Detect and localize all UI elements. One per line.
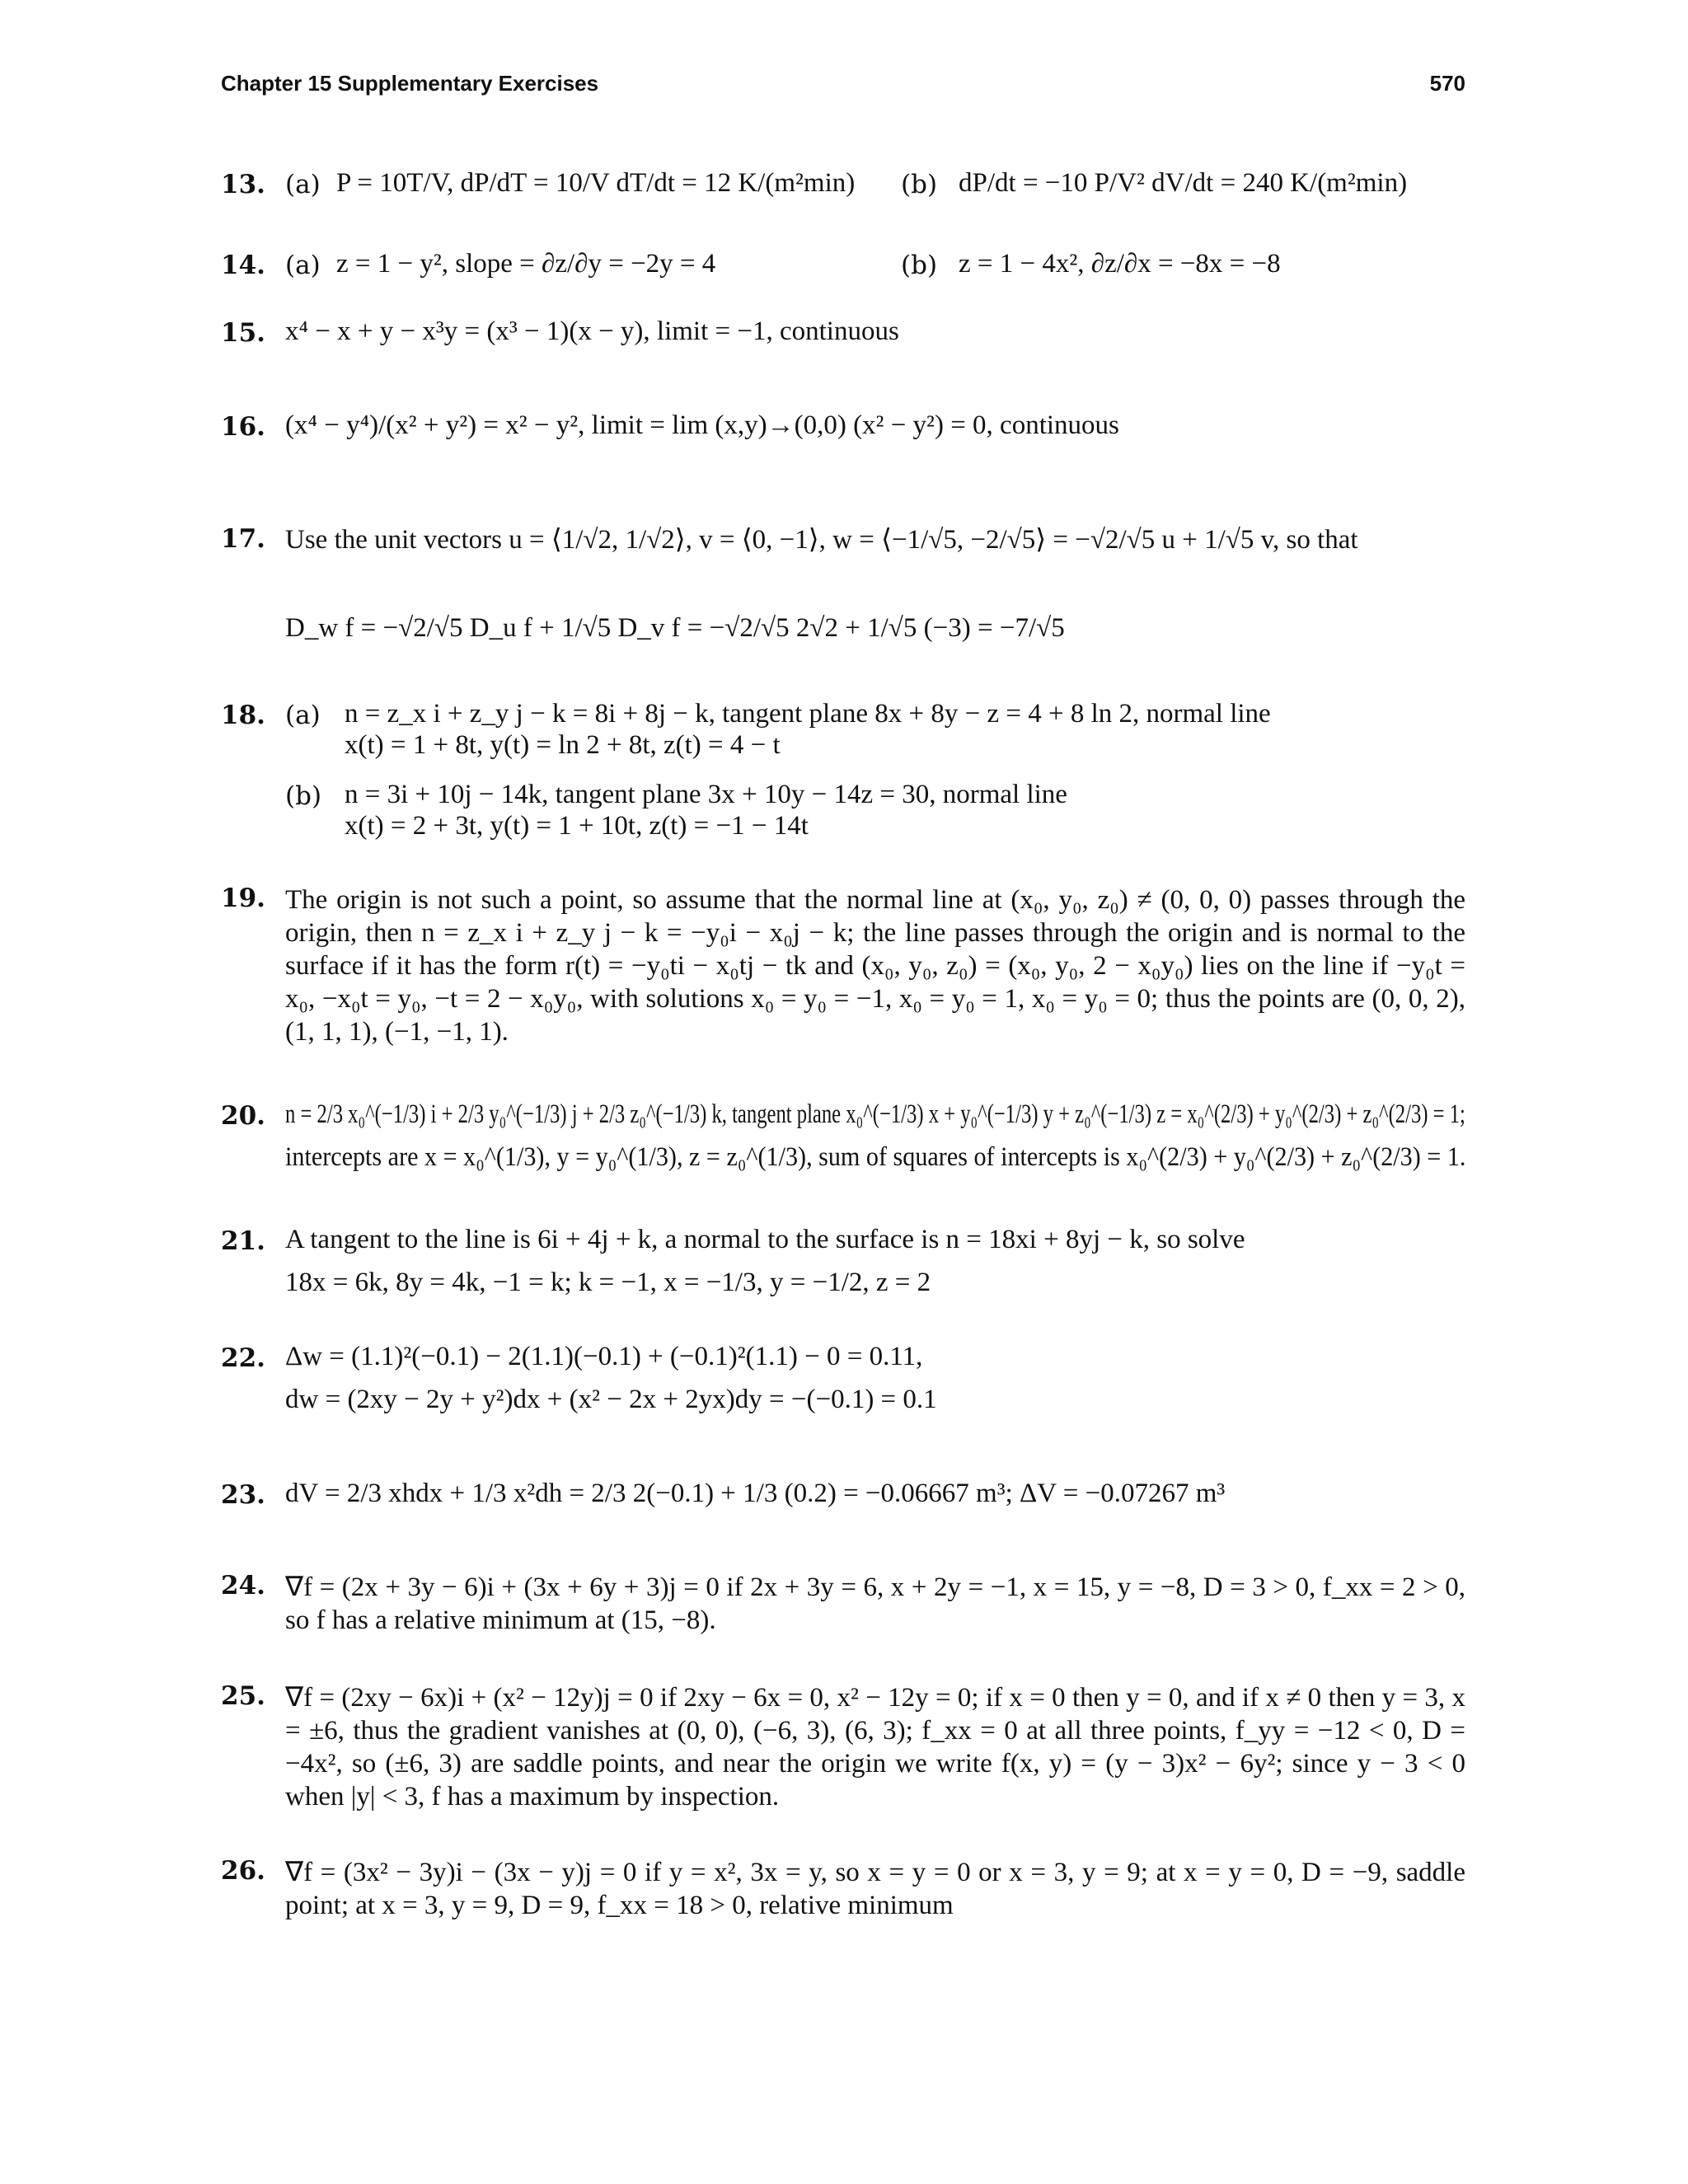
exercise-20 [221,1101,1465,1192]
exercise-number: 25. [221,1681,265,1711]
exercise-21-line-2: 18x = 6k, 8y = 4k, −1 = k; k = −1, x = −1/3, y = −1/2, z = 2 [285,1268,931,1297]
exercise-number: 19. [221,883,265,913]
part-label-b: (b) [285,781,322,811]
exercise-14b-text: z = 1 − 4x², ∂z/∂x = −8x = −8 [959,249,1281,279]
part-label-a: (a) [285,170,321,199]
exercise-26 [221,1856,1465,1930]
exercise-19 [221,883,1465,1057]
part-label-a: (a) [285,251,321,280]
exercise-21-line-1: A tangent to the line is 6i + 4j + k, a normal to the surface is n = 18xi + 8yj − k, so solve [285,1225,1245,1254]
exercise-18 [221,701,1465,849]
exercise-13 [221,155,1465,213]
exercise-number: 26. [221,1856,265,1886]
exercise-24 [221,1571,1465,1645]
exercise-20-line-2: intercepts are x = x₀^(1/3), y = y₀^(1/3), z = z₀^(1/3), sum of squares of intercepts is x₀^(2/3) + y₀^(2/3) + z₀^(2/3) = 1. [285,1142,1466,1172]
exercise-18b-line-2: x(t) = 2 + 3t, y(t) = 1 + 10t, z(t) = −1 − 14t [345,811,809,841]
exercise-21 [221,1226,1465,1317]
exercise-16-text: (x⁴ − y⁴)/(x² + y²) = x² − y², limit = lim (x,y)→(0,0) (x² − y²) = 0, continuous [285,410,1119,440]
exercise-number: 15. [221,318,265,348]
chapter-title: Chapter 15 Supplementary Exercises [221,71,599,96]
exercise-14 [221,239,1465,297]
exercise-22 [221,1343,1465,1434]
exercise-number: 22. [221,1343,265,1373]
exercise-16 [221,412,1465,448]
exercise-number: 13. [221,170,265,199]
exercise-18b-line-1: n = 3i + 10j − 14k, tangent plane 3x + 10y − 14z = 30, normal line [345,780,1067,809]
exercise-number: 16. [221,412,265,442]
part-label-b: (b) [901,251,938,280]
exercise-23 [221,1480,1465,1521]
exercise-number: 23. [221,1480,265,1510]
exercise-17-line-1: Use the unit vectors u = ⟨1/√2, 1/√2⟩, v = ⟨0, −1⟩, w = ⟨−1/√5, −2/√5⟩ = −√2/√5 u + 1/√5 v, so that [285,525,1358,555]
exercise-17-line-2: D_w f = −√2/√5 D_u f + 1/√5 D_v f = −√2/√5 2√2 + 1/√5 (−3) = −7/√5 [285,613,1065,643]
exercise-22-line-2: dw = (2xy − 2y + y²)dx + (x² − 2x + 2yx)dy = −(−0.1) = 0.1 [285,1385,937,1414]
page-number: 570 [1429,71,1465,96]
exercise-number: 21. [221,1226,265,1256]
exercise-number: 14. [221,251,265,280]
exercise-24-text: ∇f = (2x + 3y − 6)i + (3x + 6y + 3)j = 0 if 2x + 3y = 6, x + 2y = −1, x = 15, y = −8, D = 3 > 0, f_xx = 2 > 0, so f has a relative minimum at (15, −8). [285,1572,1465,1635]
exercise-22-line-1: Δw = (1.1)²(−0.1) − 2(1.1)(−0.1) + (−0.1)²(1.1) − 0 = 0.11, [285,1342,923,1371]
exercise-13a-text: P = 10T/V, dP/dT = 10/V dT/dt = 12 K/(m²min) [336,168,856,198]
part-label-b: (b) [901,170,938,199]
exercise-23-text: dV = 2/3 xhdx + 1/3 x²dh = 2/3 2(−0.1) + 1/3 (0.2) = −0.06667 m³; ΔV = −0.07267 m³ [285,1479,1226,1508]
exercise-15-text: x⁴ − x + y − x³y = (x³ − 1)(x − y), limit = −1, continuous [285,316,899,346]
exercise-number: 24. [221,1571,265,1601]
part-label-a: (a) [285,701,321,730]
exercise-number: 20. [221,1101,265,1131]
exercise-19-text: The origin is not such a point, so assume that the normal line at (x₀, y₀, z₀) ≠ (0, 0, 0) passes through the origin, then n = z_x i + z_y j − k = −y₀i − x₀j − k; the line passes through the origin and is normal to the surface if it has the form r(t) = −y₀ti − x₀tj − tk and (x₀, y₀, z₀) = (x₀, y₀, 2 − x₀y₀) lies on the line if −y₀t = x₀, −x₀t = y₀, −t = 2 − x₀y₀, with solutions x₀ = y₀ = −1, x₀ = y₀ = 1, x₀ = y₀ = 0; thus the points are (0, 0, 2), (1, 1, 1), (−1, −1, 1). [285,885,1465,1047]
exercise-number: 17. [221,524,265,554]
exercise-25 [221,1681,1465,1821]
exercise-number: 18. [221,701,265,730]
exercise-18a-line-1: n = z_x i + z_y j − k = 8i + 8j − k, tangent plane 8x + 8y − z = 4 + 8 ln 2, normal line [345,699,1271,729]
exercise-14a-text: z = 1 − y², slope = ∂z/∂y = −2y = 4 [336,249,716,279]
exercise-20-line-1: n = 2/3 x₀^(−1/3) i + 2/3 y₀^(−1/3) j + 2/3 z₀^(−1/3) k, tangent plane x₀^(−1/3) x + y₀^(−1/3) y + z₀^(−1/3) z = x₀^(2/3) + y₀^(2/3) + z₀^(2/3) = 1; [285,1099,1465,1129]
exercise-25-text: ∇f = (2xy − 6x)i + (x² − 12y)j = 0 if 2xy − 6x = 0, x² − 12y = 0; if x = 0 then y = 0, and if x ≠ 0 then y = 3, x = ±6, thus the gradient vanishes at (0, 0), (−6, 3), (6, 3); f_xx = 0 at all three points, f_yy = −12 < 0, D = −4x², so (±6, 3) are saddle points, and near the origin we write f(x, y) = (y − 3)x² − 6y²; since y − 3 < 0 when |y| < 3, f has a maximum by inspection. [285,1683,1465,1811]
exercise-17 [221,524,1465,664]
exercise-18a-line-2: x(t) = 1 + 8t, y(t) = ln 2 + 8t, z(t) = 4 − t [345,730,781,760]
exercise-15 [221,318,1465,354]
exercise-13b-text: dP/dt = −10 P/V² dV/dt = 240 K/(m²min) [959,168,1408,198]
exercise-26-text: ∇f = (3x² − 3y)i − (3x − y)j = 0 if y = x², 3x = y, so x = y = 0 or x = 3, y = 9; at x = y = 0, D = −9, saddle point; at x = 3, y = 9, D = 9, f_xx = 18 > 0, relative minimum [285,1858,1465,1920]
